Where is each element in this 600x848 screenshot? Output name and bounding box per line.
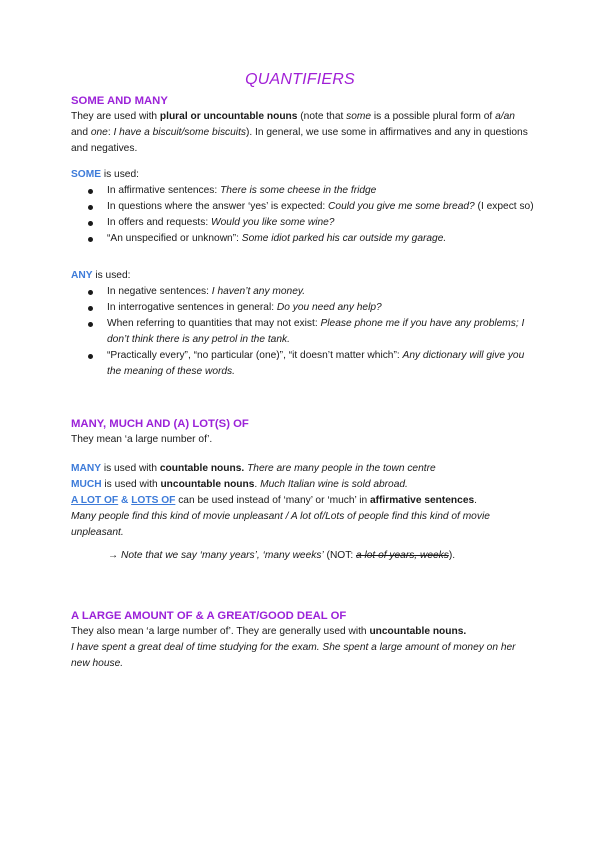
list-item: In negative sentences: I haven’t any money. bbox=[71, 284, 541, 300]
section-heading-many-much: MANY, MUCH AND (A) LOT(S) OF bbox=[71, 418, 249, 430]
any-usage-label: ANY is used: bbox=[71, 270, 131, 281]
any-usage-list bbox=[71, 284, 541, 380]
many-much-intro: They mean ‘a large number of’. bbox=[71, 434, 213, 445]
large-amount-body: They also mean ‘a large number of’. They are generally used with uncountable nouns. I have spent a great deal of time studying for the exam. She spent a large amount of money on her new house. bbox=[71, 626, 516, 669]
some-many-intro: They are used with plural or uncountable nouns (note that some is a possible plural form of a/an and one: I have a biscuit/some biscuits). In general, we use some in affirmatives and any in questions and negatives. bbox=[71, 111, 528, 154]
section-heading-large-amount: A LARGE AMOUNT OF & A GREAT/GOOD DEAL OF bbox=[71, 610, 347, 622]
lots-of-link[interactable]: LOTS OF bbox=[131, 495, 176, 506]
list-item: In affirmative sentences: There is some cheese in the fridge bbox=[71, 183, 541, 199]
list-item: In interrogative sentences in general: Do you need any help? bbox=[71, 300, 541, 316]
section-heading-some-many: SOME AND MANY bbox=[71, 95, 168, 107]
list-item: “Practically every”, “no particular (one)”, “it doesn’t matter which”: Any dictionary will give you the meaning of these words. bbox=[71, 348, 541, 380]
list-item: In questions where the answer ‘yes’ is expected: Could you give me some bread? (I expect so) bbox=[71, 199, 541, 215]
list-item: When referring to quantities that may not exist: Please phone me if you have any problems; I don’t think there is any petrol in the tank. bbox=[71, 316, 541, 348]
a-lot-of-link[interactable]: A LOT OF bbox=[71, 495, 119, 506]
page-title: QUANTIFIERS bbox=[245, 71, 355, 88]
many-years-note: → Note that we say ‘many years’, ‘many weeks’ (NOT: a lot of years, weeks). bbox=[108, 550, 456, 561]
list-item: In offers and requests: Would you like some wine? bbox=[71, 215, 541, 231]
some-usage-label: SOME is used: bbox=[71, 169, 139, 180]
some-usage-list bbox=[71, 183, 541, 247]
many-much-rules: MANY is used with countable nouns. There are many people in the town centre MUCH is used with uncountable nouns. Much Italian wine is sold abroad. A LOT OF & LOTS OF can be used instead of ‘many’ or ‘much’ in affirmative sentences. Many people find this kind of movie unpleasant / A lot of/Lots of people find this kind of movie unpleasant. bbox=[71, 463, 490, 538]
list-item: “An unspecified or unknown”: Some idiot parked his car outside my garage. bbox=[71, 231, 541, 247]
